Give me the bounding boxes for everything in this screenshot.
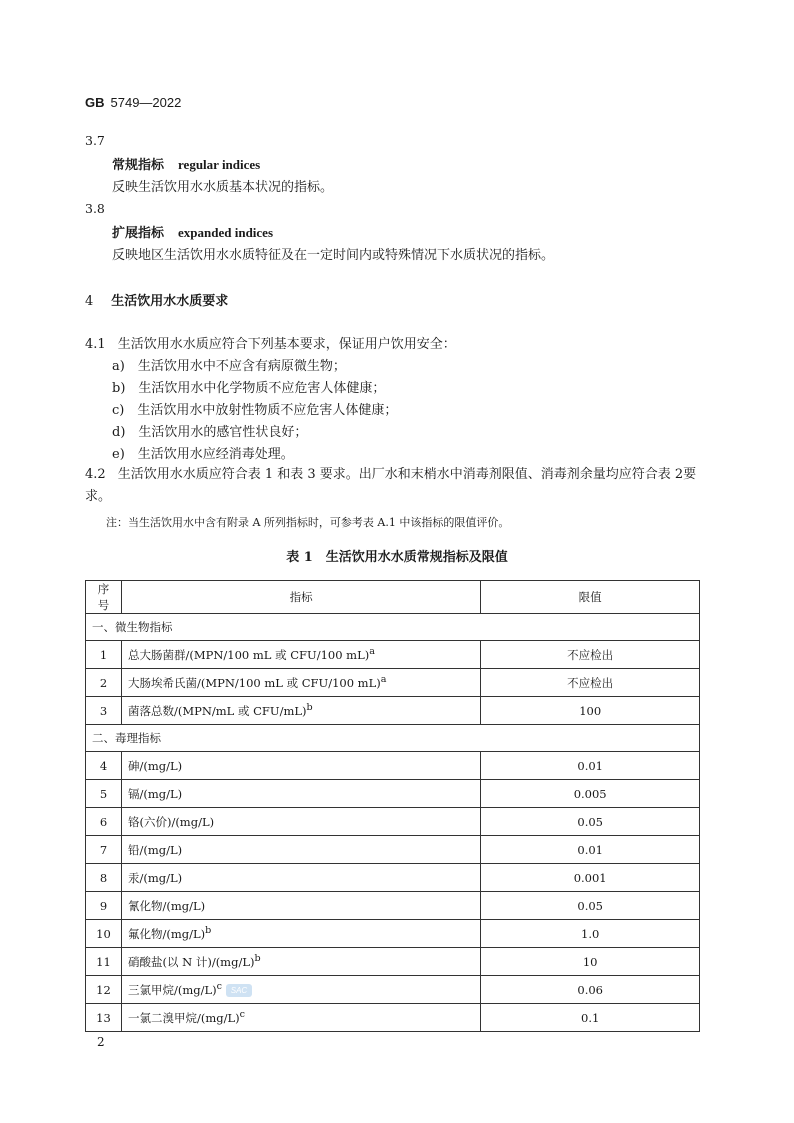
table-row [86,808,700,836]
row-limit: 0.01 [481,752,700,780]
footnote-mark: b [254,953,261,965]
header-limit: 限值 [481,581,700,614]
row-indicator: 汞/(mg/L) [121,864,480,892]
footnote-mark: b [306,702,313,714]
row-no: 10 [86,920,122,948]
table-row [86,892,700,920]
row-indicator: 镉/(mg/L) [121,780,480,808]
limits-table [85,580,700,1032]
clause-number: 3.7 [85,133,105,148]
list-item: a) 生活饮用水中不应含有病原微生物； [112,359,346,374]
row-limit: 0.06 [481,976,700,1004]
category-row [86,614,700,641]
table-row [86,948,700,976]
row-limit: 不应检出 [481,641,700,669]
table-row [86,836,700,864]
header-indicator: 指标 [121,581,480,614]
row-no: 11 [86,948,122,976]
footnote-mark: a [380,674,387,686]
term-definition: 反映生活饮用水水质基本状况的指标。 [112,180,334,195]
table-row [86,1004,700,1032]
row-no: 12 [86,976,122,1004]
footnote-mark: b [205,925,212,937]
section-heading [85,290,228,309]
standard-header [85,95,181,110]
table-row [86,920,700,948]
row-indicator: 三氯甲烷$/(mg/L)^c$ SAC [121,976,480,1004]
standard-code: GB [85,95,105,110]
row-indicator: 一氯二溴甲烷$/(mg/L)^c$ [121,1004,480,1032]
note: 注：当生活饮用水中含有附录 A 所列指标时，可参考表 A.1 中该指标的限值评价。 [106,516,510,529]
row-limit: 不应检出 [481,669,700,697]
row-no: 9 [86,892,122,920]
row-no: 13 [86,1004,122,1032]
row-indicator: 铬(六价)/(mg/L) [121,808,480,836]
header-no: 序号 [86,581,122,614]
term-heading [112,222,273,241]
footnote-mark: c [239,1009,245,1021]
row-indicator: 铅/(mg/L) [121,836,480,864]
term-cn: 扩展指标 [112,226,165,241]
row-limit: 0.05 [481,892,700,920]
table-row [86,752,700,780]
row-limit: 0.001 [481,864,700,892]
table-caption: 表 1 生活饮用水水质常规指标及限值 [286,550,508,565]
row-no: 5 [86,780,122,808]
section-number: 4 [85,294,94,309]
row-no: 4 [86,752,122,780]
sac-watermark-logo: SAC [226,984,252,997]
row-limit: 0.1 [481,1004,700,1032]
row-limit: 100 [481,697,700,725]
clause-4-2 [85,464,700,508]
row-no: 2 [86,669,122,697]
table-row [86,669,700,697]
term-en: expanded indices [178,225,274,240]
category-row [86,725,700,752]
clause-4-1 [85,333,456,352]
table-row [86,864,700,892]
row-limit: 0.005 [481,780,700,808]
category-label: 二、毒理指标 [86,725,700,752]
row-indicator: 总大肠菌群/(MPN/100 mL 或 CFU/100 mL)$^a$ [121,641,480,669]
table-header-row [86,581,700,614]
row-indicator: 大肠埃希氏菌/(MPN/100 mL 或 CFU/100 mL)$^a$ [121,669,480,697]
footnote-mark: c [216,981,222,993]
list-item: e) 生活饮用水应经消毒处理。 [112,447,294,462]
footnote-mark: a [369,646,375,658]
category-label: 一、微生物指标 [86,614,700,641]
row-limit: 0.01 [481,836,700,864]
row-no: 3 [86,697,122,725]
row-limit: 1.0 [481,920,700,948]
standard-number: 5749—2022 [110,95,182,110]
term-definition: 反映地区生活饮用水水质特征及在一定时间内或特殊情况下水质状况的指标。 [112,248,555,263]
row-no: 6 [86,808,122,836]
row-no: 7 [86,836,122,864]
row-limit: 10 [481,948,700,976]
table-row [86,641,700,669]
term-en: regular indices [178,157,261,172]
row-indicator: 氟化物$/(mg/L)^b$ [121,920,480,948]
clause-number: 3.8 [85,201,105,216]
list-item: b) 生活饮用水中化学物质不应危害人体健康； [112,381,386,396]
row-limit: 0.05 [481,808,700,836]
list-item: c) 生活饮用水中放射性物质不应危害人体健康； [112,403,398,418]
clause-number: 4.1 [85,337,106,352]
row-no: 1 [86,641,122,669]
row-indicator: 氰化物/(mg/L) [121,892,480,920]
term-heading [112,154,260,173]
term-cn: 常规指标 [112,158,165,173]
table-row [86,697,700,725]
row-indicator: 菌落总数/(MPN/mL 或 CFU/mL)$^b$ [121,697,480,725]
section-title: 生活饮用水水质要求 [111,294,229,309]
clause-number: 4.2 [85,467,106,482]
clause-text: 生活饮用水水质应符合表 1 和表 3 要求。出厂水和末梢水中消毒剂限值、消毒剂余量均应符合表 2要求。 [85,467,697,504]
row-indicator: 硝酸盐(以 N 计)$/(mg/L)^b$ [121,948,480,976]
page-number: 2 [97,1035,105,1049]
table-row [86,780,700,808]
table-row [86,976,700,1004]
list-item: d) 生活饮用水的感官性状良好； [112,425,308,440]
row-no: 8 [86,864,122,892]
row-indicator: 砷/(mg/L) [121,752,480,780]
clause-text: 生活饮用水水质应符合下列基本要求，保证用户饮用安全： [117,337,456,352]
